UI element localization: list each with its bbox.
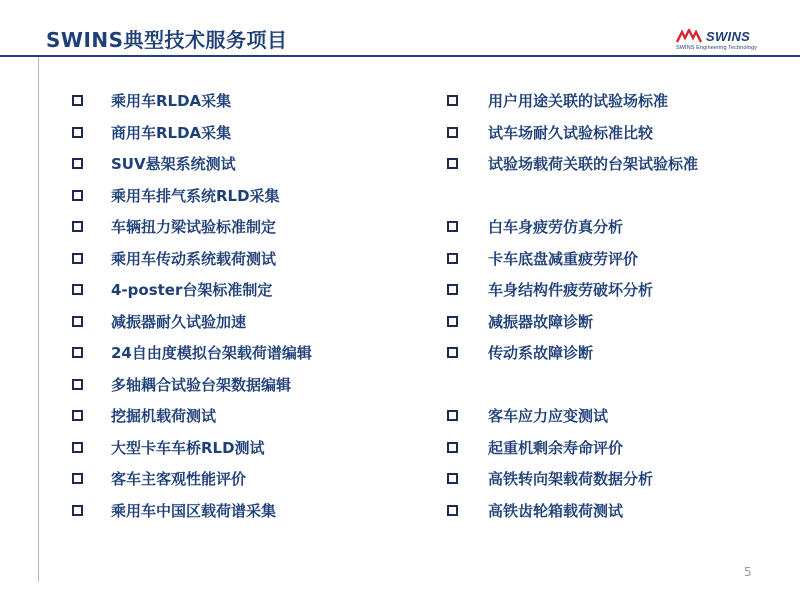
- header-divider: [0, 55, 800, 57]
- list-item: [447, 337, 698, 369]
- right-service-list: [447, 85, 698, 526]
- list-item: [72, 211, 312, 243]
- list-item-label: 高铁转向架载荷数据分析: [488, 470, 654, 489]
- list-item-label: 车辆扭力梁试验标准制定: [111, 218, 277, 237]
- list-item-label: 大型卡车车桥RLD测试: [111, 438, 265, 457]
- list-item-label: 白车身疲劳仿真分析: [488, 218, 624, 237]
- list-item-label: 乘用车RLDA采集: [111, 92, 232, 111]
- list-item: [72, 400, 312, 432]
- list-item-label: 多轴耦合试验台架数据编辑: [111, 375, 292, 394]
- checkbox-bullet-icon: [72, 442, 83, 453]
- logo-subtitle: SWINS Engineering Technology: [676, 45, 757, 51]
- list-item: [447, 243, 698, 275]
- list-item-label: 客车应力应变测试: [488, 407, 609, 426]
- list-item: [447, 85, 698, 117]
- list-item: [72, 85, 312, 117]
- list-item: [447, 306, 698, 338]
- checkbox-bullet-icon: [72, 221, 83, 232]
- list-item: [447, 274, 698, 306]
- checkbox-bullet-icon: [72, 379, 83, 390]
- group-spacer: [447, 180, 698, 212]
- list-item: [72, 274, 312, 306]
- list-item-label: 用户用途关联的试验场标准: [488, 92, 669, 111]
- checkbox-bullet-icon: [447, 442, 458, 453]
- list-item: [447, 211, 698, 243]
- list-item-label: 24自由度模拟台架载荷谱编辑: [111, 344, 312, 363]
- checkbox-bullet-icon: [72, 284, 83, 295]
- checkbox-bullet-icon: [447, 347, 458, 358]
- list-item-label: 乘用车中国区载荷谱采集: [111, 501, 277, 520]
- list-item: [72, 117, 312, 149]
- list-item: [72, 432, 312, 464]
- list-item-label: 高铁齿轮箱载荷测试: [488, 501, 624, 520]
- checkbox-bullet-icon: [447, 284, 458, 295]
- list-item-label: 试车场耐久试验标准比较: [488, 123, 654, 142]
- list-item: [72, 337, 312, 369]
- checkbox-bullet-icon: [72, 158, 83, 169]
- checkbox-bullet-icon: [72, 190, 83, 201]
- checkbox-bullet-icon: [72, 473, 83, 484]
- list-item-label: 减振器故障诊断: [488, 312, 594, 331]
- checkbox-bullet-icon: [72, 505, 83, 516]
- list-item: [447, 400, 698, 432]
- checkbox-bullet-icon: [447, 221, 458, 232]
- list-item: [447, 463, 698, 495]
- list-item: [447, 117, 698, 149]
- list-item: [72, 463, 312, 495]
- checkbox-bullet-icon: [72, 347, 83, 358]
- list-item: [72, 369, 312, 401]
- left-margin-line: [38, 57, 39, 582]
- list-item: [72, 243, 312, 275]
- checkbox-bullet-icon: [72, 316, 83, 327]
- list-item: [72, 148, 312, 180]
- list-item-label: 卡车底盘减重疲劳评价: [488, 249, 639, 268]
- checkbox-bullet-icon: [447, 505, 458, 516]
- list-item-label: 4-poster台架标准制定: [111, 281, 273, 300]
- swins-mountain-logo-icon: [676, 29, 704, 43]
- list-item-label: 传动系故障诊断: [488, 344, 594, 363]
- checkbox-bullet-icon: [447, 95, 458, 106]
- list-item-label: SUV悬架系统测试: [111, 155, 236, 174]
- list-item-label: 商用车RLDA采集: [111, 123, 232, 142]
- checkbox-bullet-icon: [72, 127, 83, 138]
- list-item-label: 乘用车排气系统RLD采集: [111, 186, 280, 205]
- checkbox-bullet-icon: [447, 158, 458, 169]
- list-item: [72, 495, 312, 527]
- list-item: [72, 180, 312, 212]
- list-item-label: 减振器耐久试验加速: [111, 312, 247, 331]
- checkbox-bullet-icon: [447, 253, 458, 264]
- list-item-label: 乘用车传动系统载荷测试: [111, 249, 277, 268]
- left-service-list: [72, 85, 312, 526]
- page-title: SWINS典型技术服务项目: [46, 28, 288, 52]
- list-item-label: 试验场载荷关联的台架试验标准: [488, 155, 699, 174]
- list-item: [72, 306, 312, 338]
- list-item-label: 客车主客观性能评价: [111, 470, 247, 489]
- list-item-label: 挖掘机载荷测试: [111, 407, 217, 426]
- checkbox-bullet-icon: [72, 253, 83, 264]
- checkbox-bullet-icon: [72, 95, 83, 106]
- list-item-label: 起重机剩余寿命评价: [488, 438, 624, 457]
- checkbox-bullet-icon: [447, 316, 458, 327]
- list-item-label: 车身结构件疲劳破坏分析: [488, 281, 654, 300]
- group-spacer: [447, 369, 698, 401]
- swins-logo: [676, 28, 766, 54]
- list-item: [447, 148, 698, 180]
- checkbox-bullet-icon: [447, 473, 458, 484]
- list-item: [447, 432, 698, 464]
- checkbox-bullet-icon: [447, 410, 458, 421]
- checkbox-bullet-icon: [447, 127, 458, 138]
- list-item: [447, 495, 698, 527]
- page-number: 5: [744, 565, 752, 579]
- checkbox-bullet-icon: [72, 410, 83, 421]
- logo-wordmark: SWINS: [706, 28, 751, 44]
